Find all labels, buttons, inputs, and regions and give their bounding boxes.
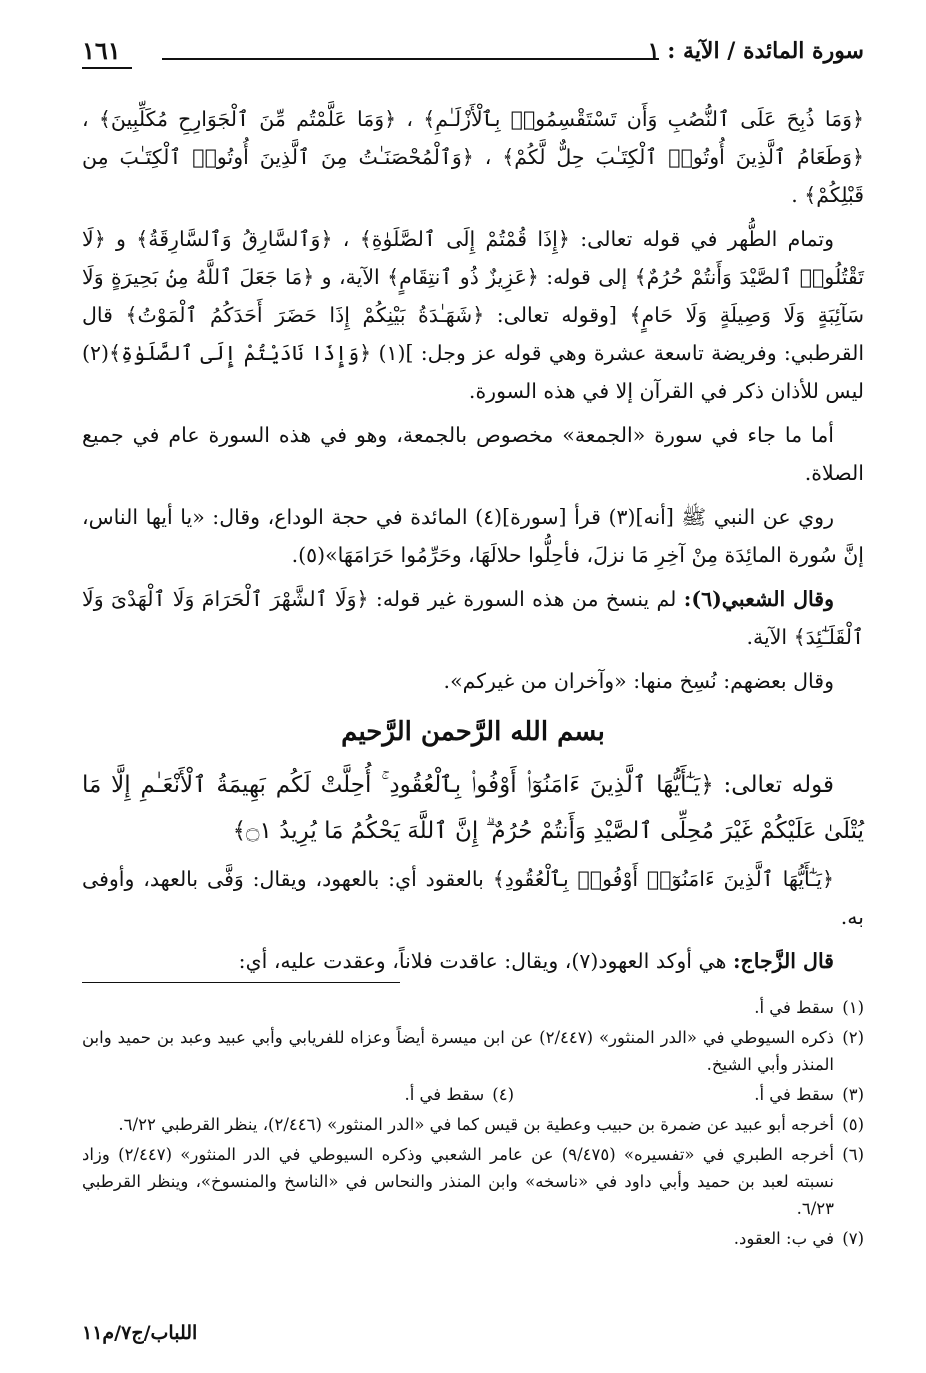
paragraph-4: روي عن النبي ﷺ [أنه](٣) قرأ [سورة](٤) المائدة في حجة الوداع، وقال: «يا أيها الناس، إنَّ سُورة المائِدَة مِنْ آخِرِ مَا نزلَ، فأحِلُّوا حلالَهَا، وحَرِّمُوا حَرَامَهَا»(٥). bbox=[82, 505, 864, 567]
zajjaj-text: هي أوكد العهود(٧)، ويقال: عاقدت فلاناً، وعقدت عليه، أي: bbox=[238, 949, 733, 973]
footnote bbox=[82, 1081, 864, 1108]
page-number: ١٦١ bbox=[82, 36, 121, 65]
footnote-number: (١) bbox=[842, 998, 864, 1017]
footnote-number: (٢) bbox=[842, 1028, 864, 1047]
footnote-text: سقط في أ. bbox=[404, 1085, 485, 1104]
verse-paragraph: قوله تعالى: ﴿يَـٰٓأَيُّهَا ٱلَّذِينَ ءَامَنُوٓا۟ أَوْفُوا۟ بِٱلْعُقُودِ ۚ أُحِلَّتْ لَكُم بَهِيمَةُ ٱلْأَنْعَـٰمِ إِلَّا مَا يُتْلَىٰ عَلَيْكُمْ غَيْرَ مُحِلِّى ٱلصَّيْدِ وَأَنتُمْ حُرُمٌ ۗ إِنَّ ٱللَّهَ يَحْكُمُ مَا يُرِيدُ ۝١﴾ bbox=[82, 772, 864, 844]
header-rule bbox=[162, 58, 659, 60]
footnote-separator bbox=[82, 982, 400, 983]
page-header bbox=[82, 36, 864, 76]
footnote-text: أخرجه أبو عبيد عن ضمرة بن حبيب وعطية بن قيس كما في «الدر المنثور» (٢/٤٤٦)، ينظر القرطبي ٦/٢٢. bbox=[118, 1115, 834, 1134]
paragraph-3: أما ما جاء في سورة «الجمعة» مخصوص بالجمعة، وهو في هذه السورة عام في جميع الصلاة. bbox=[82, 423, 864, 485]
footnote-number: (٦) bbox=[842, 1145, 864, 1164]
footnote-number: (٣) bbox=[842, 1085, 864, 1104]
footnote bbox=[82, 1141, 864, 1222]
footnote bbox=[82, 1225, 864, 1252]
footnote-text: سقط في أ. bbox=[754, 1085, 834, 1104]
footnote-number: (٧) bbox=[842, 1229, 864, 1248]
main-text bbox=[82, 100, 864, 986]
shabi-text: لم ينسخ من هذه السورة غير قوله: ﴿وَلَا ٱلشَّهْرَ ٱلْحَرَامَ وَلَا ٱلْهَدْىَ وَلَا ٱلْقَلَـٰٓئِدَ﴾ الآية. bbox=[82, 587, 864, 649]
footnote-number: (٥) bbox=[842, 1115, 864, 1134]
zajjaj-lead: قال الزَّجاج: bbox=[732, 949, 834, 973]
footnote bbox=[82, 1024, 864, 1078]
footnote-number: (٤) bbox=[492, 1085, 514, 1104]
shabi-lead: وقال الشعبي(٦): bbox=[683, 587, 834, 611]
page-number-underline bbox=[82, 67, 132, 69]
paragraph-2: وتمام الطُّهر في قوله تعالى: ﴿إِذَا قُمْتُمْ إِلَى ٱلصَّلَوٰةِ﴾ ، ﴿وَٱلسَّارِقُ وَٱلسَّارِقَةُ﴾ و ﴿لَا تَقْتُلُوا۟ ٱلصَّيْدَ وَأَنتُمْ حُرُمٌ﴾ إلى قوله: ﴿عَزِيزٌ ذُو ٱنتِقَامٍ﴾ الآية، و ﴿مَا جَعَلَ ٱللَّهُ مِنۢ بَحِيرَةٍ وَلَا سَآئِبَةٍ وَلَا وَصِيلَةٍ وَلَا حَامٍ﴾ [وقوله تعالى: ﴿شَهَـٰدَةُ بَيْنِكُمْ إِذَا حَضَرَ أَحَدَكُمُ ٱلْمَوْتُ﴾ قال القرطبي: وفريضة تاسعة عشرة وهي قوله عز وجل: ](١) ﴿وَإِذَا نَادَيْتُمْ إِلَى ٱلصَّلَوٰةِ﴾(٢) ليس للأذان ذكر في القرآن إلا في هذه السورة. bbox=[82, 227, 865, 403]
footnote-text: في ب: العقود. bbox=[733, 1229, 834, 1248]
paragraph-9 bbox=[82, 942, 864, 980]
footnotes bbox=[82, 994, 864, 1255]
book-page bbox=[82, 0, 864, 1373]
printer-signature: اللباب/ج٧/م١١ bbox=[82, 1322, 198, 1344]
footnote-text: أخرجه الطبري في «تفسيره» (٩/٤٧٥) عن عامر الشعبي وذكره السيوطي في الدر المنثور» (٢/٤٤٧) وزاد نسبته لعبد بن حميد وأبي داود في «ناسخه» وابن المنذر والنحاس في «الناسخ والمنسوخ»، وينظر القرطبي ٦/٢٣. bbox=[82, 1145, 834, 1218]
paragraph-8: ﴿يَـٰٓأَيُّهَا ٱلَّذِينَ ءَامَنُوٓا۟ أَوْفُوا۟ بِٱلْعُقُودِ﴾ بالعقود أي: بالعهود، ويقال: وَفَّى بالعهد، وأوفى به. bbox=[82, 867, 864, 929]
basmala-heading: بسم الله الرَّحمن الرَّحيم bbox=[341, 717, 605, 747]
paragraph-1: ﴿وَمَا ذُبِحَ عَلَى ٱلنُّصُبِ وَأَن تَسْتَقْسِمُوا۟ بِٱلْأَزْلَـٰمِ﴾ ، ﴿وَمَا عَلَّمْتُم مِّنَ ٱلْجَوَارِحِ مُكَلِّبِينَ﴾ ، ﴿وَطَعَامُ ٱلَّذِينَ أُوتُوا۟ ٱلْكِتَـٰبَ حِلٌّ لَّكُمْ﴾ ، ﴿وَٱلْمُحْصَنَـٰتُ مِنَ ٱلَّذِينَ أُوتُوا۟ ٱلْكِتَـٰبَ مِن قَبْلِكُمْ﴾ . bbox=[82, 107, 864, 207]
paragraph-5 bbox=[82, 580, 864, 656]
footnote-text: ذكره السيوطي في «الدر المنثور» (٢/٤٤٧) عن ابن ميسرة أيضاً وعزاه للفريابي وأبي عبيد وعبد بن حميد وابن المنذر وأبي الشيخ. bbox=[82, 1028, 834, 1074]
footnote bbox=[82, 994, 864, 1021]
footnote-text: سقط في أ. bbox=[754, 998, 834, 1017]
running-title: سورة المائدة / الآية : ١ bbox=[647, 38, 864, 64]
paragraph-6: وقال بعضهم: نُسِخ منها: «وآخران من غيركم». bbox=[443, 669, 834, 693]
footnote bbox=[82, 1111, 864, 1138]
